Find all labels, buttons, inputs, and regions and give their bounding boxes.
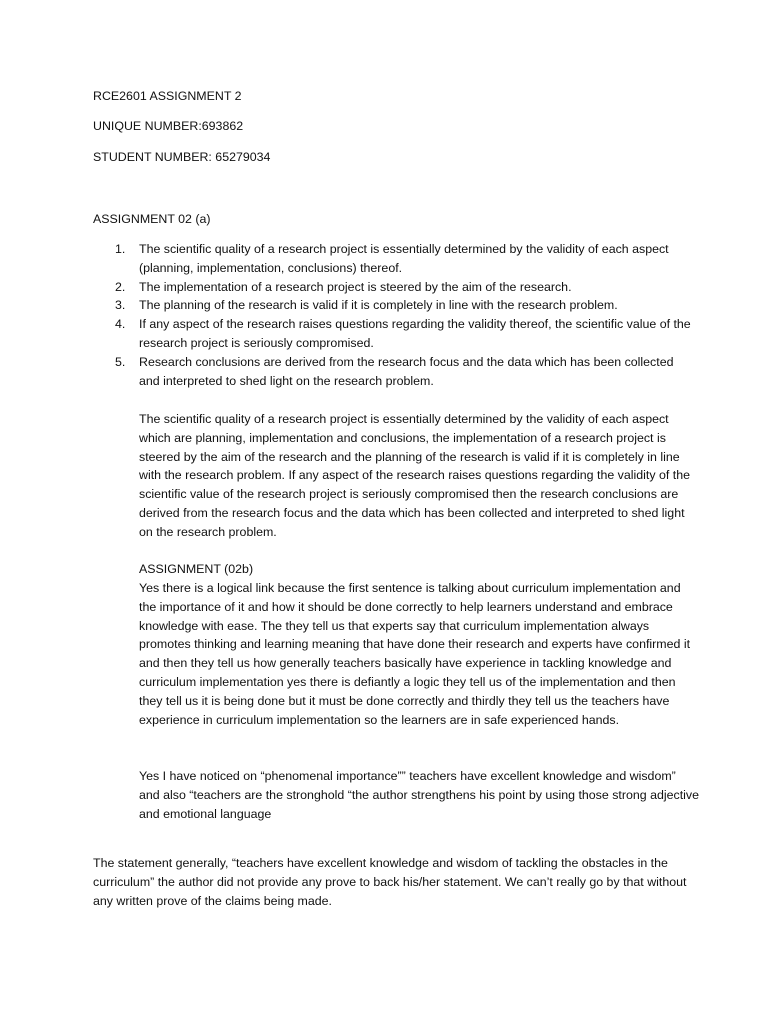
list-item-text: The scientific quality of a research project is essentially determined by the validity of each aspect (planning, implementation, conclusions) thereof. xyxy=(139,242,669,275)
list-item-number: 1. xyxy=(115,242,126,256)
statements-list xyxy=(93,240,693,390)
list-item xyxy=(93,278,693,297)
list-item xyxy=(93,296,693,315)
student-number: STUDENT NUMBER: 65279034 xyxy=(93,150,271,164)
list-item xyxy=(93,240,693,278)
closing-paragraph: The statement generally, “teachers have excellent knowledge and wisdom of tackling the obstacles in the curriculum” the author did not provide any prove to back his/her statement. We can’t really go by that without any written prove of the claims being made. xyxy=(93,856,687,908)
list-item xyxy=(93,315,693,353)
course-assignment-title: RCE2601 ASSIGNMENT 2 xyxy=(93,89,242,103)
list-item-number: 5. xyxy=(115,354,126,369)
section-b-paragraph-1: Yes there is a logical link because the first sentence is talking about curriculum implementation and the importance of it and how it should be done correctly to help learners understand and embrace knowledge with ease. The they tell us that experts say that curriculum implementation always promotes thinking and learning meaning that have done their research and experts have confirmed it and then they tell us how generally teachers basically have experience in tackling knowledge and curriculum implementation yes there is defiantly a logic they tell us of the implementation and then they tell us it is being done but it must be done correctly and thirdly they tell us the teachers have experience in curriculum implementation so the learners are in safe experienced hands. xyxy=(139,581,691,727)
list-item-text: Research conclusions are derived from the research focus and the data which has been collected and interpreted to shed light on the research problem. xyxy=(139,354,674,388)
section-a-heading: ASSIGNMENT 02 (a) xyxy=(93,212,211,226)
unique-number: UNIQUE NUMBER:693862 xyxy=(93,119,244,133)
list-item-number: 2. xyxy=(115,279,126,294)
section-a-summary-paragraph: The scientific quality of a research project is essentially determined by the validity of each aspect which are planning, implementation and conclusions, the implementation of a research project is steered by the aim of the research and the planning of the research is valid if it is completely in line with the research problem. If any aspect of the research raises questions regarding the validity of the scientific value of the research project is seriously compromised then the research conclusions are derived from the research focus and the data which has been collected and interpreted to shed light on the research problem. xyxy=(139,412,690,539)
list-item-text: If any aspect of the research raises questions regarding the validity thereof, the scientific value of the research project is seriously compromised. xyxy=(139,317,691,350)
section-b-heading: ASSIGNMENT (02b) xyxy=(139,562,254,576)
list-item xyxy=(93,353,693,391)
list-item-number: 3. xyxy=(115,298,126,313)
list-item-text: The implementation of a research project is steered by the aim of the research. xyxy=(139,279,572,294)
section-b-paragraph-2: Yes I have noticed on “phenomenal importance”” teachers have excellent knowledge and wisdom” and also “teachers are the stronghold “the author strengthens his point by using those strong adjective and emotional language xyxy=(139,769,699,821)
list-item-number: 4. xyxy=(115,317,126,332)
list-item-text: The planning of the research is valid if it is completely in line with the research problem. xyxy=(139,298,618,313)
